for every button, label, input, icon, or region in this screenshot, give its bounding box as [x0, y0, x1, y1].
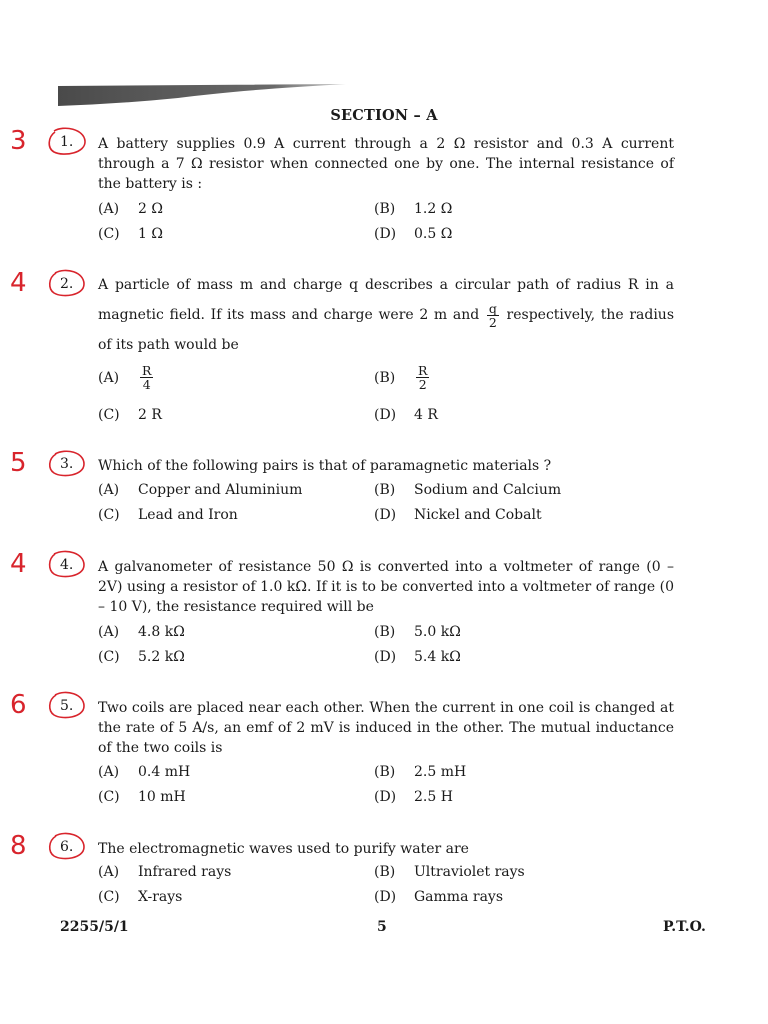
- question-text: A battery supplies 0.9 A current through a 2 Ω resistor and 0.3 A current through a 7 Ω resistor when connected one by one. The internal resistance of the battery is :: [98, 136, 674, 192]
- option-value: Lead and Iron: [138, 507, 238, 523]
- option-a: [98, 864, 231, 880]
- option-b: [374, 201, 452, 217]
- question-number: 4.: [60, 557, 74, 573]
- question-text-part2: respectively, the radius of its path would be: [98, 307, 675, 353]
- option-label: (B): [374, 369, 396, 386]
- question-text-part1: A particle of mass m and charge q describes a circular path of radius R in a magnetic field. If its mass and charge were 2 m and: [98, 277, 674, 323]
- option-label: (C): [98, 649, 120, 665]
- option-value: 2 R: [138, 407, 162, 423]
- option-b: [374, 482, 561, 498]
- question-number: 3.: [60, 456, 74, 472]
- option-a: [98, 364, 155, 391]
- option-label: (A): [98, 624, 120, 640]
- option-value: 4.8 kΩ: [138, 624, 185, 640]
- option-fraction: [140, 364, 153, 391]
- option-value: Nickel and Cobalt: [414, 507, 542, 523]
- option-label: (C): [98, 789, 120, 805]
- option-value: 0.4 mH: [138, 764, 191, 780]
- option-label: (C): [98, 889, 120, 905]
- question-number: 6.: [60, 839, 74, 855]
- option-label: (B): [374, 201, 396, 217]
- question-text: [98, 270, 674, 360]
- option-value: X-rays: [138, 889, 183, 905]
- question-text: Which of the following pairs is that of paramagnetic materials ?: [98, 458, 552, 474]
- option-a: [98, 764, 190, 780]
- handwritten-score: 4: [10, 268, 27, 298]
- option-b: [374, 864, 525, 880]
- option-d: [374, 226, 452, 242]
- option-a: [98, 201, 163, 217]
- option-label: (C): [98, 507, 120, 523]
- option-label: (D): [374, 889, 397, 905]
- option-c: [98, 649, 185, 665]
- header-banner: [58, 84, 346, 108]
- option-value: 2.5 H: [414, 789, 453, 805]
- option-value: 4 R: [414, 407, 438, 423]
- option-d: [374, 407, 438, 423]
- question-number: 2.: [60, 276, 74, 292]
- option-value: Sodium and Calcium: [414, 482, 562, 498]
- option-value: 1 Ω: [138, 226, 163, 242]
- option-d: [374, 507, 542, 523]
- option-b: [374, 764, 466, 780]
- option-value: 5.0 kΩ: [414, 624, 461, 640]
- option-value: 0.5 Ω: [414, 226, 453, 242]
- pto-label: P.T.O.: [663, 919, 706, 935]
- option-c: [98, 507, 238, 523]
- option-label: (B): [374, 764, 396, 780]
- option-c: [98, 889, 182, 905]
- option-label: (D): [374, 789, 397, 805]
- option-label: (B): [374, 482, 396, 498]
- option-value: 2 Ω: [138, 201, 163, 217]
- handwritten-score: 5: [10, 448, 27, 478]
- option-label: (A): [98, 864, 120, 880]
- option-label: (B): [374, 624, 396, 640]
- option-label: (A): [98, 369, 120, 386]
- fraction-numerator: R: [418, 363, 428, 378]
- option-value: 5.2 kΩ: [138, 649, 185, 665]
- fraction-denominator: 4: [142, 377, 151, 392]
- option-c: [98, 789, 186, 805]
- question-number: 5.: [60, 698, 74, 714]
- option-label: (D): [374, 649, 397, 665]
- question-text: A galvanometer of resistance 50 Ω is converted into a voltmeter of range (0 – 2V) using a resistor of 1.0 kΩ. If it is to be converted into a voltmeter of range (0 – 10 V), the resistance required will be: [98, 559, 674, 615]
- question-number: 1.: [60, 134, 74, 150]
- option-value: Copper and Aluminium: [138, 482, 303, 498]
- option-b: [374, 364, 431, 391]
- option-label: (B): [374, 864, 396, 880]
- handwritten-score: 3: [10, 126, 27, 156]
- question-text: The electromagnetic waves used to purify water are: [98, 841, 469, 857]
- fraction-q-over-2: [487, 302, 499, 329]
- option-d: [374, 649, 461, 665]
- option-c: [98, 407, 162, 423]
- handwritten-score: 6: [10, 690, 27, 720]
- option-c: [98, 226, 163, 242]
- fraction-denominator: 2: [418, 377, 427, 392]
- page-number: 5: [377, 919, 387, 935]
- option-value: Ultraviolet rays: [414, 864, 525, 880]
- option-label: (D): [374, 407, 397, 423]
- option-label: (C): [98, 407, 120, 423]
- option-b: [374, 624, 461, 640]
- option-label: (A): [98, 201, 120, 217]
- question-text: Two coils are placed near each other. When the current in one coil is changed at the rate of 5 A/s, an emf of 2 mV is induced in the other. The mutual inductance of the two coils is: [98, 700, 674, 756]
- handwritten-score: 8: [10, 831, 27, 861]
- fraction-numerator: R: [142, 363, 152, 378]
- section-title: SECTION – A: [330, 107, 438, 124]
- option-value: Gamma rays: [414, 889, 504, 905]
- option-d: [374, 889, 503, 905]
- option-a: [98, 482, 302, 498]
- option-label: (D): [374, 226, 397, 242]
- option-value: 1.2 Ω: [414, 201, 453, 217]
- fraction-denominator: 2: [488, 314, 497, 330]
- option-fraction: [416, 364, 429, 391]
- option-d: [374, 789, 453, 805]
- option-label: (A): [98, 482, 120, 498]
- option-label: (D): [374, 507, 397, 523]
- option-a: [98, 624, 185, 640]
- fraction-numerator: q: [488, 300, 497, 316]
- paper-code: 2255/5/1: [60, 919, 129, 935]
- option-value: 2.5 mH: [414, 764, 467, 780]
- option-value: 10 mH: [138, 789, 186, 805]
- option-value: Infrared rays: [138, 864, 232, 880]
- option-label: (A): [98, 764, 120, 780]
- option-label: (C): [98, 226, 120, 242]
- handwritten-score: 4: [10, 549, 27, 579]
- option-value: 5.4 kΩ: [414, 649, 461, 665]
